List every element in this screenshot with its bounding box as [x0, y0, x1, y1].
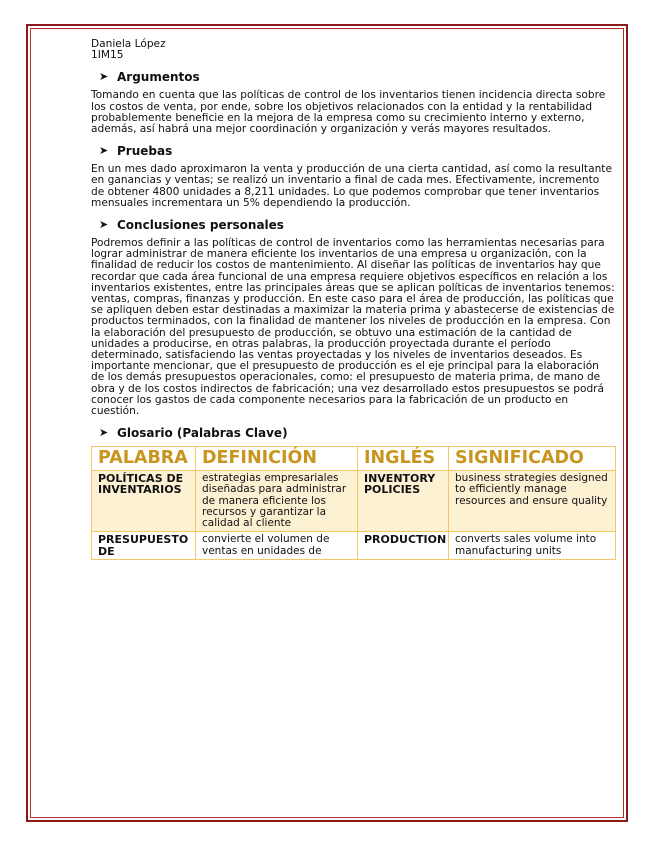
heading-pruebas-label: Pruebas — [117, 144, 173, 159]
header-ingles: INGLÉS — [358, 447, 449, 471]
document-body — [91, 39, 615, 560]
author-block — [91, 39, 615, 61]
cell-significado: business strategies designed to efficiently manage resources and ensure quality — [449, 471, 616, 532]
author-name: Daniela López — [91, 38, 166, 50]
heading-conclusiones — [99, 218, 615, 232]
author-group: 1IM15 — [91, 49, 124, 62]
glossary-table — [91, 446, 616, 559]
cell-ingles: PRODUCTION — [358, 532, 449, 559]
heading-argumentos — [99, 70, 615, 84]
cell-ingles: INVENTORY POLICIES — [358, 471, 449, 532]
cell-definicion: convierte el volumen de ventas en unidades de — [196, 532, 358, 559]
paragraph-pruebas: En un mes dado aproximaron la venta y producción de una cierta cantidad, así como la resultante en ganancias y ventas; se realizó un inventario a final de cada mes. Efectivamente, incremento de obtener 4800 unidades a 8,211 unidades. Lo que podemos comprobar que tener inventarios mensuales incrementara un 5% dependiendo la producción. — [91, 163, 612, 209]
heading-pruebas — [99, 144, 615, 158]
arrow-bullet-icon: ➤ — [99, 70, 109, 84]
heading-argumentos-label: Argumentos — [117, 70, 200, 85]
header-definicion: DEFINICIÓN — [196, 447, 358, 471]
heading-conclusiones-label: Conclusiones personales — [117, 218, 284, 233]
table-row — [92, 471, 616, 532]
paragraph-argumentos: Tomando en cuenta que las políticas de control de los inventarios tienen incidencia directa sobre los costos de venta, por ende, sobre los objetivos relacionados con la entidad y la rentabilidad probablemente beneficie en la mejora de la empresa como su crecimiento interno y externo, además, así habrá una mejor coordinación y organización y verás mayores resultados. — [91, 89, 606, 136]
header-palabra: PALABRA — [92, 447, 196, 471]
arrow-bullet-icon: ➤ — [99, 426, 109, 440]
arrow-bullet-icon: ➤ — [99, 218, 109, 232]
header-significado: SIGNIFICADO — [449, 447, 616, 471]
heading-glosario — [99, 426, 615, 440]
table-row — [92, 532, 616, 559]
heading-glosario-label: Glosario (Palabras Clave) — [117, 426, 288, 441]
cell-significado: converts sales volume into manufacturing units — [449, 532, 616, 559]
cell-palabra: POLÍTICAS DE INVENTARIOS — [92, 471, 196, 532]
paragraph-conclusiones: Podremos definir a las políticas de control de inventarios como las herramientas necesarias para lograr administrar de manera eficiente los inventarios de una empresa u organización, con la finalidad de reducir los costos de mantenimiento. Al diseñar las políticas de inventarios hay que recordar que cada área funcional de una empresa requiere objetivos específicos en relación a los inventarios existentes, entre las principales áreas que se aplican políticas de inventarios tenemos: ventas, compras, finanzas y producción. En este caso para el área de producción, las políticas que se apliquen deben estar destinadas a maximizar la materia prima y abastecerse de existencias de productos terminados, con la finalidad de mantener los niveles de producción en la empresa. Con la elaboración del presupuesto de producción, se obtuvo una estimación de la cantidad de unidades a producirse, en otras palabras, la producción proyectada durante el período determinado, satisfaciendo las ventas proyectadas y los niveles de inventarios deseados. Es importante mencionar, que el presupuesto de producción es el eje principal para la elaboración de los demás presupuestos operacionales, como: el presupuesto de materia prima, de mano de obra y de los costos indirectos de fabricación; una vez desarrollado estos presupuestos se podrá conocer los gastos de cada componente necesarios para la fabricación de un producto en cuestión. — [91, 237, 615, 418]
cell-palabra: PRESUPUESTO DE — [92, 532, 196, 559]
arrow-bullet-icon: ➤ — [99, 144, 109, 158]
glossary-header-row — [92, 447, 616, 471]
cell-definicion: estrategias empresariales diseñadas para administrar de manera eficiente los recursos y garantizar la calidad al cliente — [196, 471, 358, 532]
